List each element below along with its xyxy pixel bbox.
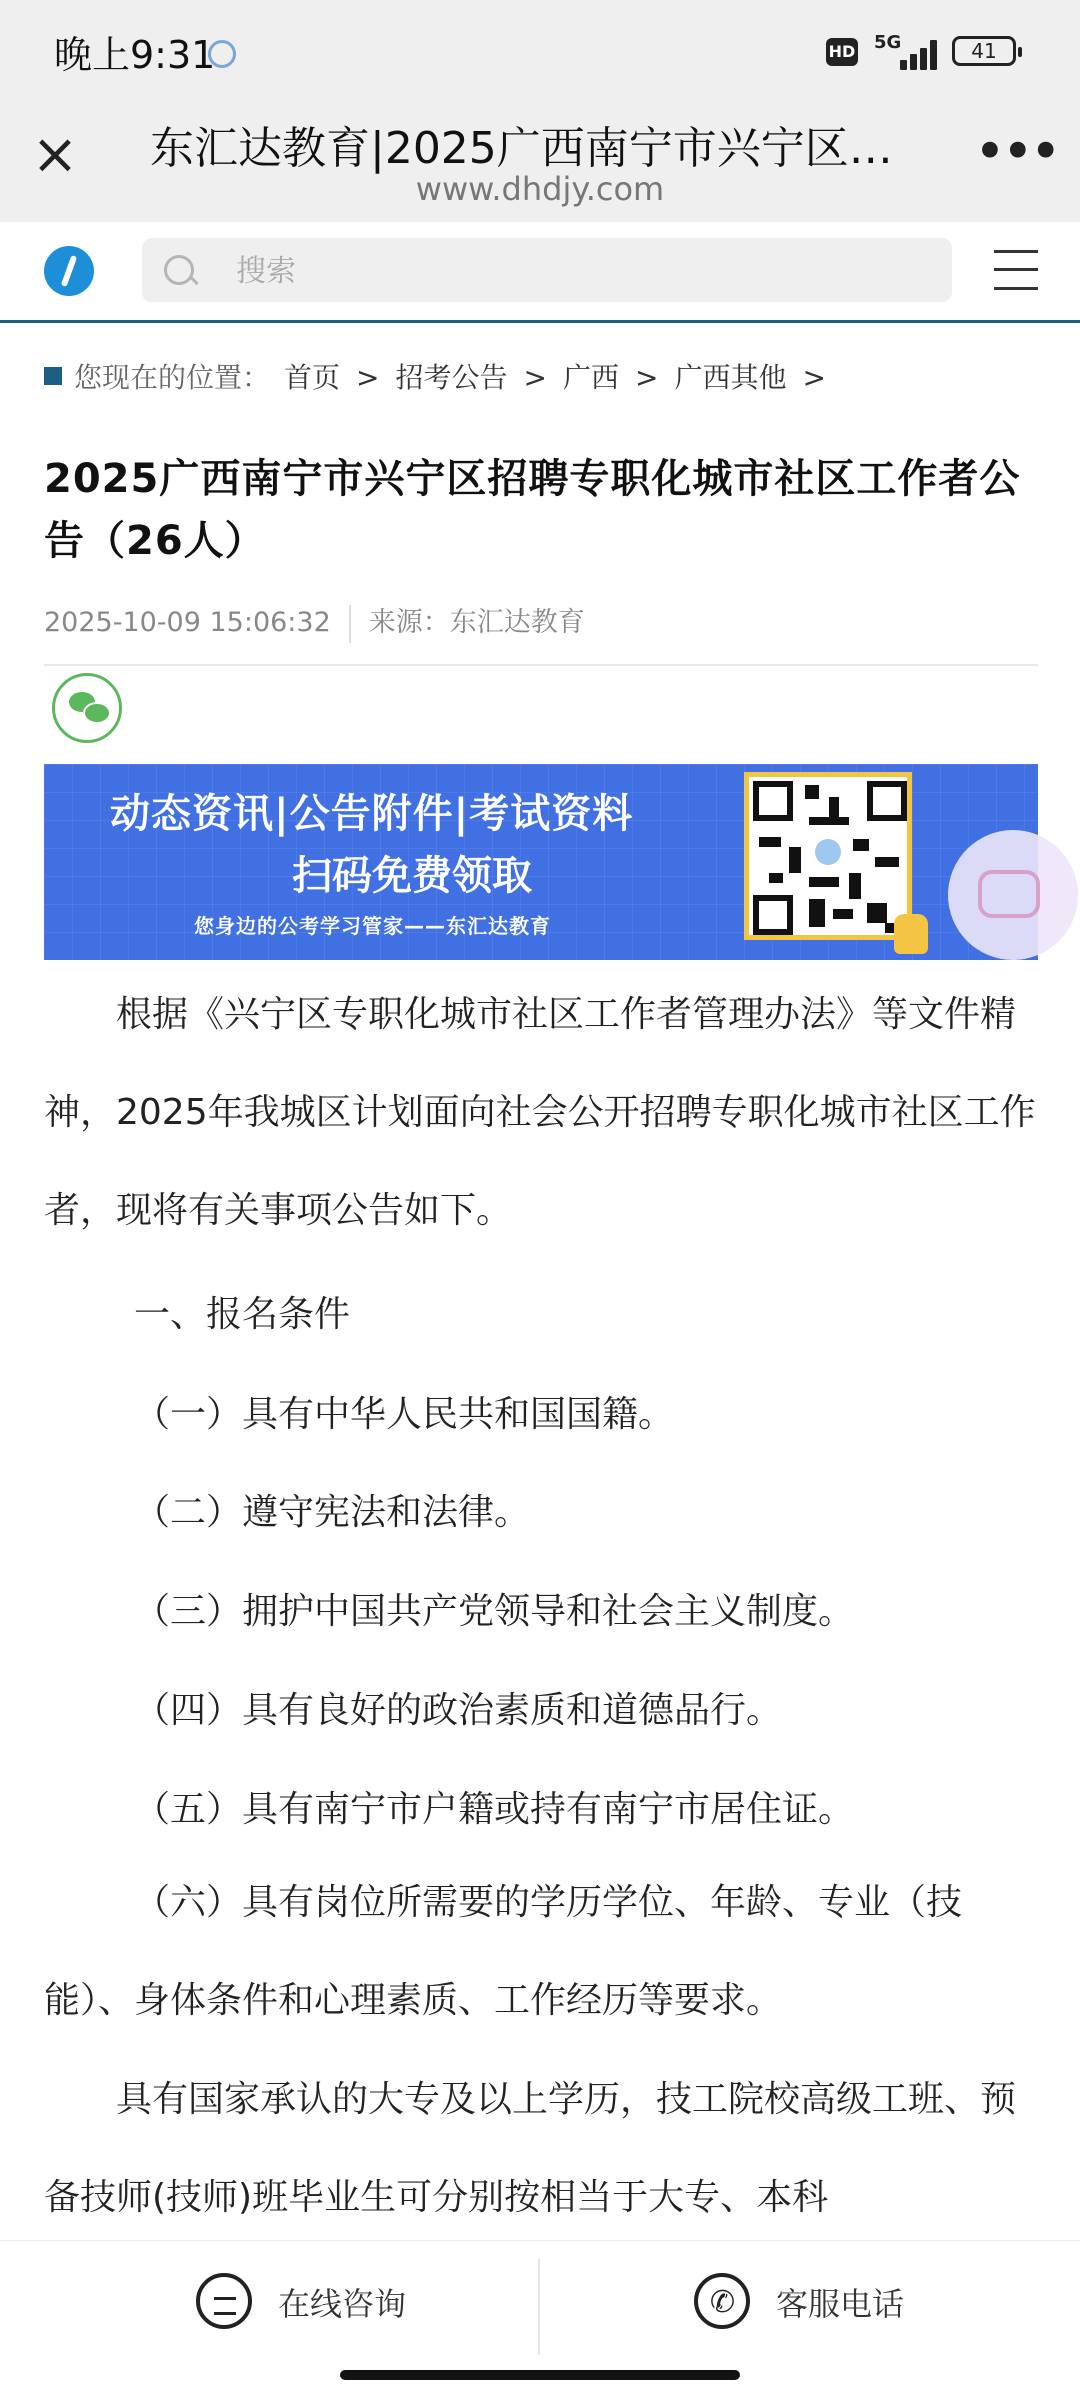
online-consult-button[interactable] xyxy=(196,2269,456,2339)
breadcrumb-label: 您现在的位置： xyxy=(74,361,271,394)
floating-camera-button[interactable] xyxy=(948,830,1078,960)
condition-3: （三）拥护中国共产党领导和社会主义制度。 xyxy=(134,1591,855,1632)
breadcrumb-separator: > xyxy=(635,361,659,394)
browser-titlebar xyxy=(0,100,1080,223)
article-date: 2025-10-09 15:06:32 xyxy=(44,607,331,638)
article-meta xyxy=(44,600,585,643)
site-header xyxy=(0,222,1080,323)
signal-icon xyxy=(892,34,942,70)
pointing-hand-icon xyxy=(894,914,928,954)
close-icon[interactable]: × xyxy=(31,122,79,187)
condition-6 xyxy=(44,1854,1038,2050)
breadcrumb-home[interactable]: 首页 xyxy=(284,361,341,394)
condition-1: （一）具有中华人民共和国国籍。 xyxy=(134,1394,675,1435)
banner-line1: 动态资讯|公告附件|考试资料 xyxy=(110,791,634,837)
breadcrumb-guangxi[interactable]: 广西 xyxy=(562,361,619,394)
page-title: 东汇达教育|2025广西南宁市兴宁区… xyxy=(150,123,893,174)
breadcrumb-recruitment[interactable]: 招考公告 xyxy=(395,361,508,394)
article-source: 来源：东汇达教育 xyxy=(368,607,585,638)
divider xyxy=(44,664,1038,666)
promo-banner[interactable] xyxy=(44,764,1038,960)
online-consult-label: 在线咨询 xyxy=(278,2285,407,2323)
battery-level: 41 xyxy=(971,39,997,63)
intro-text: 根据《兴宁区专职化城市社区工作者管理办法》等文件精神，2025年我城区计划面向社会公开招聘专职化城市社区工作者，现将有关事项公告如下。 xyxy=(44,994,1036,1231)
meta-divider xyxy=(349,605,351,643)
breadcrumb-guangxi-other[interactable]: 广西其他 xyxy=(674,361,787,394)
education-paragraph xyxy=(44,2051,1038,2247)
search-icon xyxy=(164,255,194,285)
site-logo[interactable] xyxy=(44,246,94,296)
section-heading: 一、报名条件 xyxy=(134,1294,351,1335)
banner-line2: 扫码免费领取 xyxy=(292,853,532,899)
breadcrumb-separator: > xyxy=(356,361,380,394)
banner-tagline: 您身边的公考学习管家——东汇达教育 xyxy=(194,914,551,938)
education-text: 具有国家承认的大专及以上学历，技工院校高级工班、预备技师(技师)班毕业生可分别按相当于大专、本科 xyxy=(44,2079,1017,2218)
article-title: 2025广西南宁市兴宁区招聘专职化城市社区工作者公告（26人） xyxy=(44,456,1021,564)
condition-4: （四）具有良好的政治素质和道德品行。 xyxy=(134,1690,783,1731)
status-time: 晚上9:31 xyxy=(54,33,216,77)
more-icon[interactable]: ••• xyxy=(974,120,1058,183)
intro-paragraph xyxy=(44,966,1038,1260)
hotline-label: 客服电话 xyxy=(776,2285,905,2323)
search-bar[interactable] xyxy=(142,238,952,302)
breadcrumb-marker xyxy=(44,367,62,385)
hd-badge: HD xyxy=(826,38,858,66)
bottom-divider xyxy=(538,2259,540,2355)
page-url[interactable]: www.dhdjy.com xyxy=(415,170,665,208)
sync-icon xyxy=(208,40,236,68)
qr-code-icon xyxy=(744,772,912,940)
breadcrumb xyxy=(44,356,842,396)
condition-5: （五）具有南宁市户籍或持有南宁市居住证。 xyxy=(134,1789,855,1830)
condition-6-text: （六）具有岗位所需要的学历学位、年龄、专业（技能）、身体条件和心理素质、工作经历等要求。 xyxy=(44,1882,963,2021)
hotline-button[interactable] xyxy=(694,2269,954,2339)
status-bar xyxy=(0,0,1080,100)
network-type: 5G xyxy=(874,32,902,53)
chat-icon xyxy=(196,2273,252,2329)
wechat-icon[interactable] xyxy=(52,673,122,743)
camera-icon xyxy=(978,870,1040,918)
breadcrumb-separator: > xyxy=(523,361,547,394)
search-input[interactable] xyxy=(234,248,928,294)
breadcrumb-separator: > xyxy=(802,361,826,394)
battery-icon xyxy=(952,36,1016,66)
home-indicator[interactable] xyxy=(340,2370,740,2380)
hamburger-menu-icon[interactable] xyxy=(994,250,1038,290)
condition-2: （二）遵守宪法和法律。 xyxy=(134,1492,531,1533)
phone-icon: ✆ xyxy=(694,2273,750,2329)
